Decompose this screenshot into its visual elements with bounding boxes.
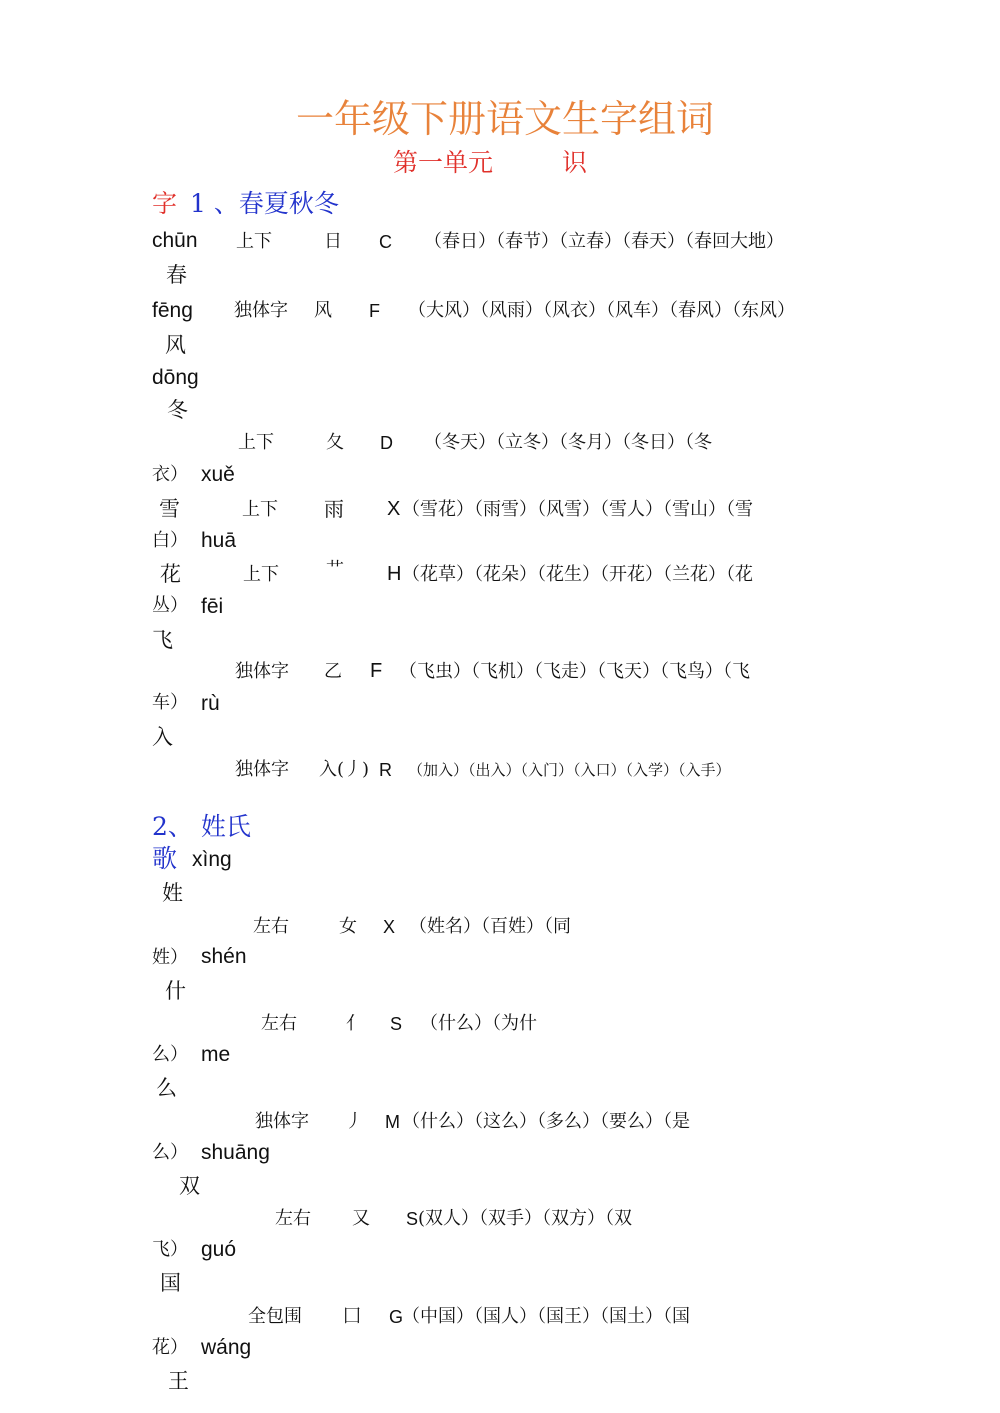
radical: 乙 [324,661,342,682]
character: 冬 [167,398,188,422]
structure: 独体字 [235,759,289,780]
radical: 又 [352,1208,370,1229]
radical: 女 [339,916,357,937]
structure: 全包围 [248,1306,302,1327]
index-letter: X [383,917,396,937]
structure: 左右 [275,1208,311,1229]
pinyin: chūn [152,229,198,252]
pinyin: dōng [152,366,199,389]
radical: 日 [324,231,342,252]
index-letter: F [370,660,383,682]
structure: 左右 [261,1013,297,1034]
word-list: （春日）（春节）（立春）（春天）（春回大地） [424,231,784,252]
character: 姓 [162,881,183,905]
pinyin: xìng [192,848,232,871]
structure: 上下 [238,432,274,453]
word-list: （雪花）（雨雪）（风雪）（雪人）（雪山）（雪 [402,499,753,520]
radical: 风 [314,300,332,321]
index-letter: F [369,301,380,321]
structure: 独体字 [234,300,288,321]
index-letter: S [406,1209,419,1229]
pinyin: fēi [201,595,224,618]
radical: 雨 [324,497,344,521]
word-list: （花草）（花朵）（花生）（开花）（兰花）（花 [402,564,753,585]
index-letter: S [390,1014,403,1034]
index-letter: H [387,563,402,585]
word-list-wrap: 衣） [152,464,188,485]
word-list: （冬天）（立冬）（冬月）（冬日）（冬 [424,432,712,453]
index-letter: R [379,760,392,780]
pinyin: fēng [152,299,193,322]
character: 王 [168,1369,189,1393]
word-list: （加入）（出入）（入门）（入口）（入学）（入手） [408,761,731,779]
pinyin: guó [201,1238,237,1261]
word-list-wrap: 白） [152,530,188,551]
word-list: （什么）（这么）（多么）（要么）（是 [402,1111,690,1132]
radical: 囗 [343,1306,361,1327]
pinyin: xuě [201,463,235,486]
index-letter: M [385,1112,400,1132]
pinyin: shén [201,945,247,968]
unit-title-suffix: 识 [562,148,588,177]
pinyin: huā [201,529,237,552]
structure: 独体字 [235,661,289,682]
lesson-2-heading: 2、 姓氏 [152,812,251,841]
pinyin: me [201,1043,231,1066]
word-list-wrap: 花） [152,1337,188,1358]
word-list-wrap: 么） [152,1142,188,1163]
lesson-1-prefix-char: 字 [152,189,178,218]
structure: 左右 [253,916,289,937]
character: 什 [165,979,186,1003]
radical: 夂 [326,432,344,453]
word-list: (双人）（双手）（双方）（双 [418,1208,633,1229]
pinyin: wáng [201,1336,252,1359]
pinyin: rù [201,692,220,715]
word-list: （中国）（国人）（国王）（国土）（国 [402,1306,690,1327]
character: 花 [160,562,181,586]
word-list-wrap: 姓） [152,947,188,968]
word-list: （姓名）（百姓）（同 [409,916,571,937]
structure: 上下 [243,564,279,585]
unit-title: 第一单元 [393,148,494,177]
character: 雪 [159,497,180,521]
word-list: （什么）（为什 [420,1013,537,1034]
index-letter: X [387,498,401,520]
radical: 亻 [346,1013,364,1034]
character: 入 [152,725,173,749]
lesson-2-prefix-char: 歌 [152,844,178,873]
pinyin: shuāng [201,1141,270,1164]
structure: 独体字 [255,1111,309,1132]
index-letter: C [379,232,392,252]
radical: 入(丿) [319,759,370,780]
radical: 丿 [345,1111,363,1132]
character: 国 [160,1271,181,1295]
word-list-wrap: 丛） [152,595,188,616]
word-list: （大风）（风雨）（风衣）（风车）（春风）（东风） [408,300,795,321]
lesson-1-heading: 1 、春夏秋冬 [190,189,339,218]
page-title: 一年级下册语文生字组词 [296,97,715,141]
word-list-wrap: 飞） [152,1239,188,1260]
word-list: （飞虫）（飞机）（飞走）（飞天）（飞鸟）（飞 [399,661,750,682]
character: 春 [166,263,187,287]
character: 么 [156,1076,177,1100]
structure: 上下 [236,231,272,252]
index-letter: G [389,1307,404,1327]
radical: 艹 [326,559,344,580]
index-letter: D [380,433,393,453]
structure: 上下 [242,499,278,520]
word-list-wrap: 车） [152,692,188,713]
word-list-wrap: 么） [152,1044,188,1065]
character: 风 [165,333,186,357]
character: 双 [179,1174,200,1198]
character: 飞 [152,628,173,652]
